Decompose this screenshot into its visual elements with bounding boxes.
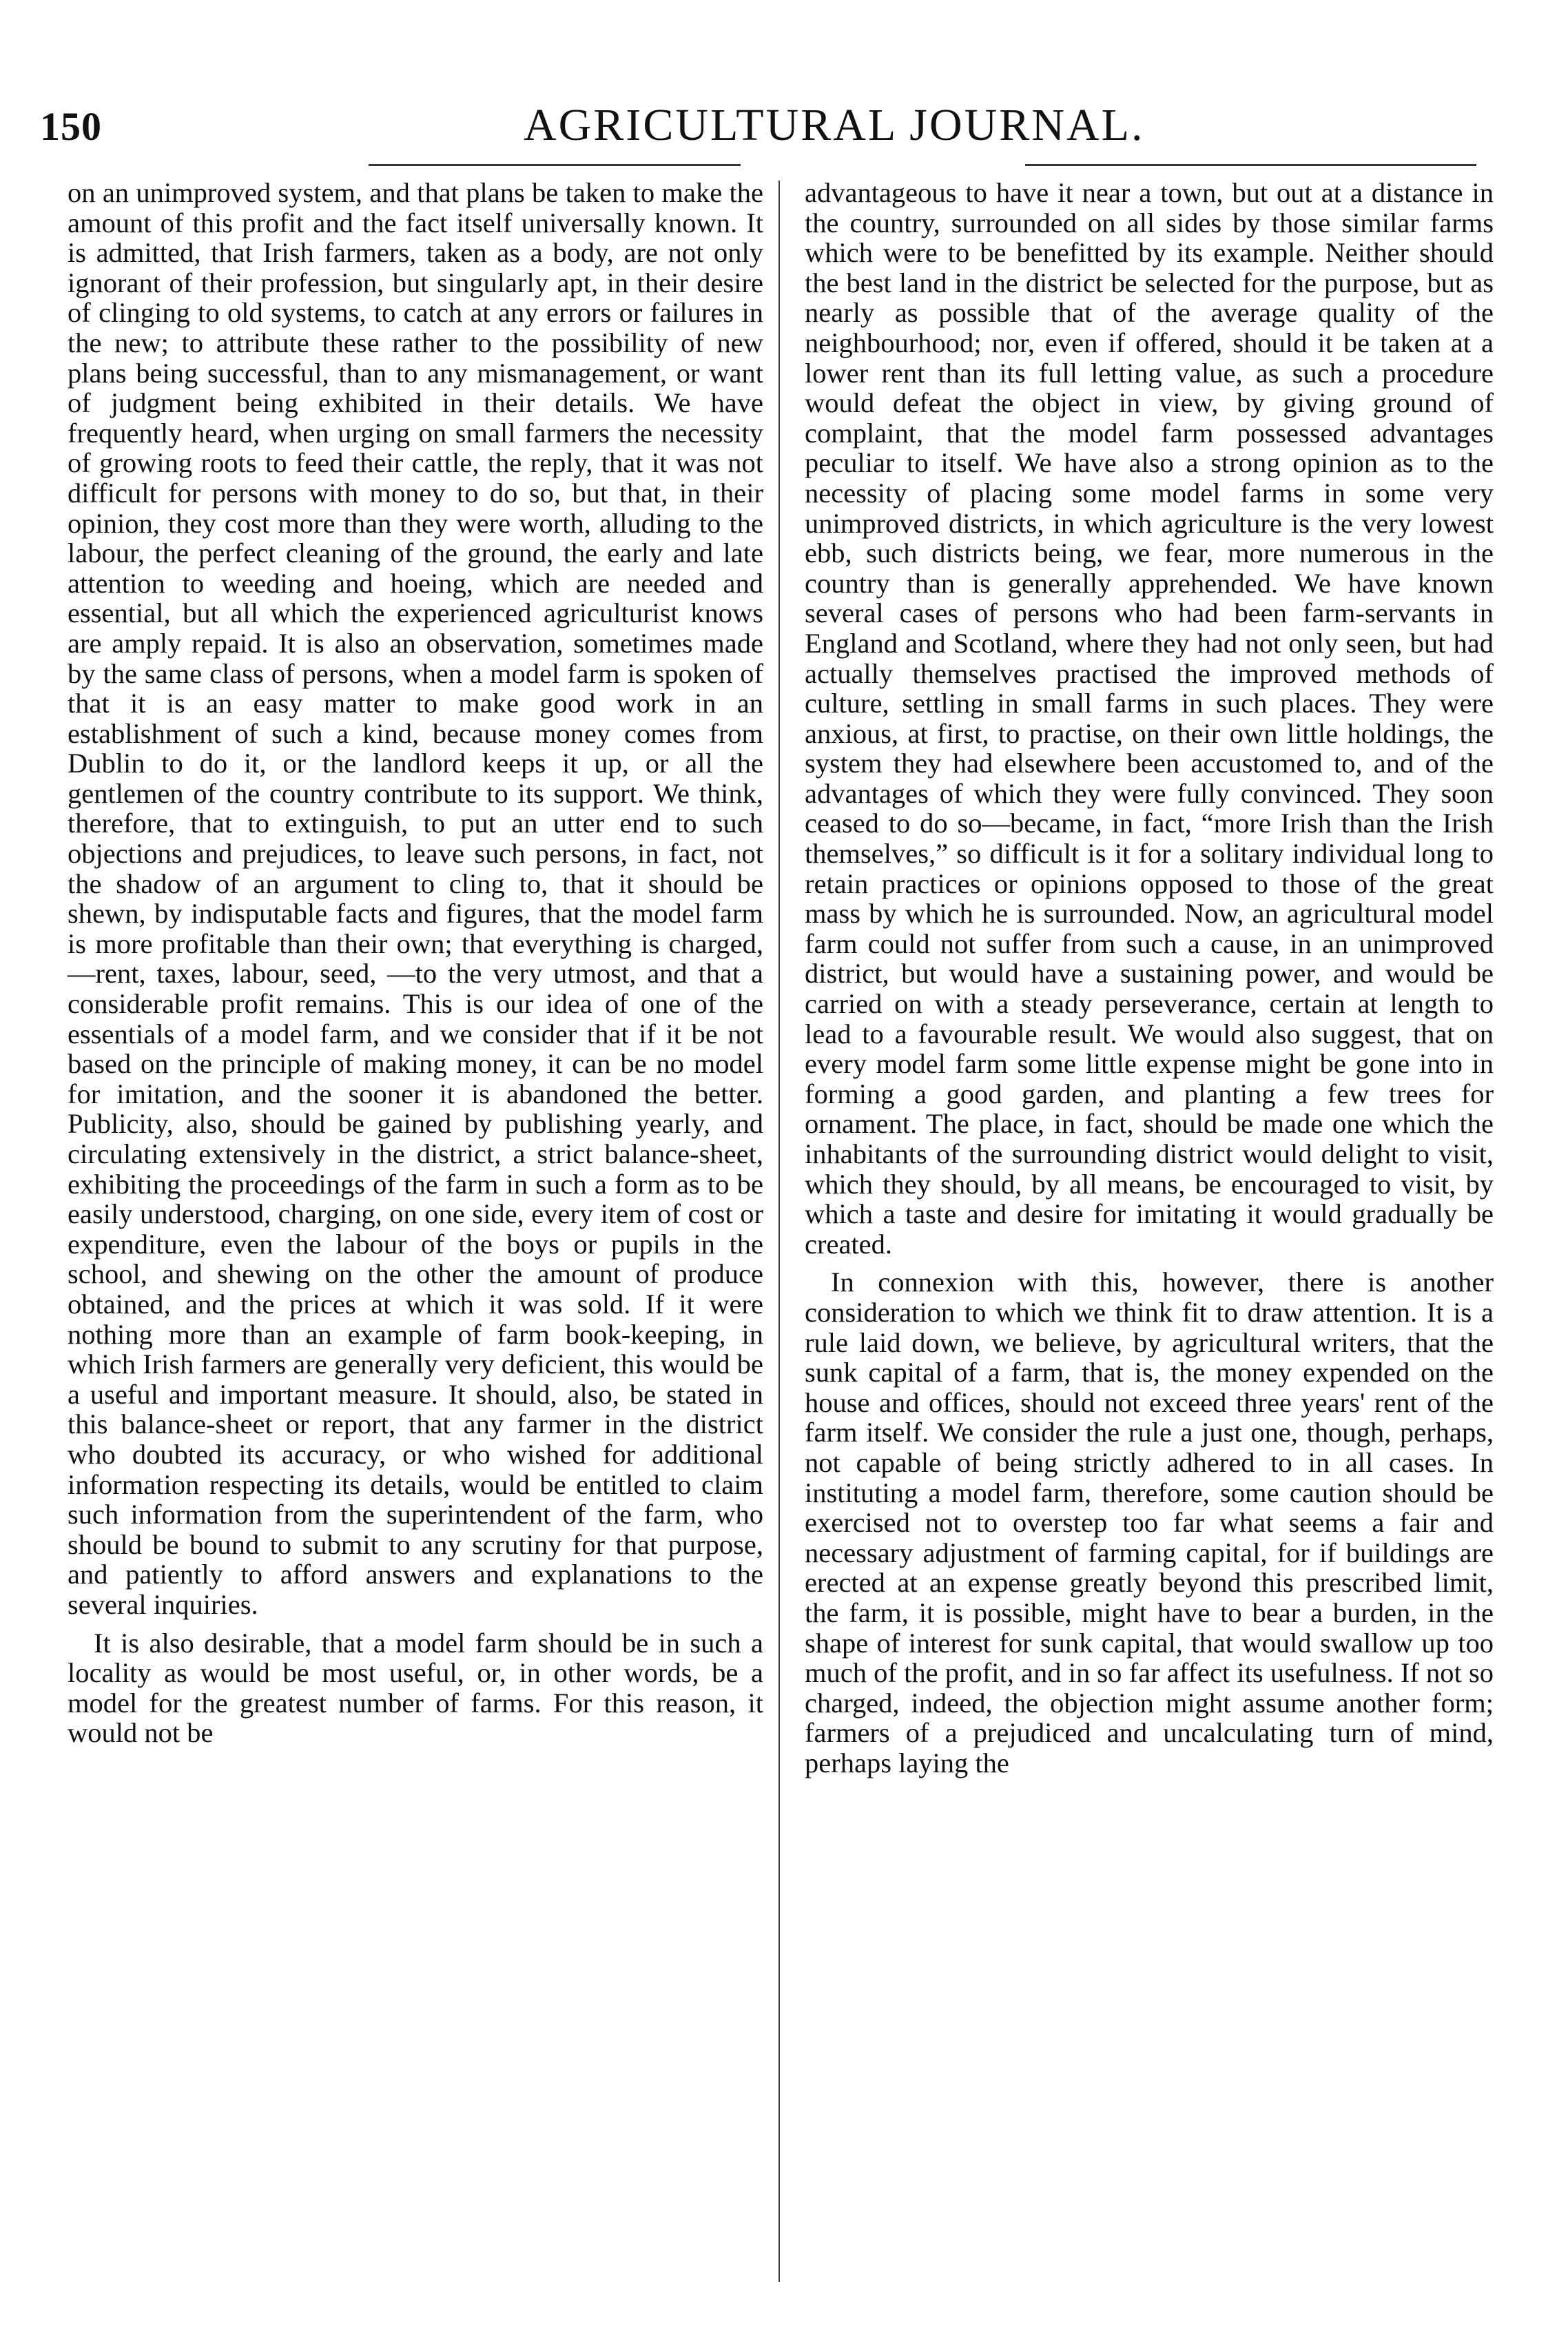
right-paragraph-1: advantageous to have it near a town, but out at a distance in the country, surrounded on all sides by those similar farms which were to be benefitted by its example. Neither should the best land in the district be selected for the purpose, but as nearly as possible that of the average quality of the neighbourhood; nor, even if offered, should it be taken at a lower rent than its full letting value, as such a procedure would defeat the object in view, by giving ground of complaint, that the model farm possessed advantages peculiar to itself. We have also a strong opinion as to the necessity of placing some model farms in some very unimproved districts, in which agriculture is the very lowest ebb, such districts being, we fear, more numerous in the country than is generally apprehended. We have known several cases of persons who had been farm-servants in England and Scotland, where they had not only seen, but had actually themselves practised the improved methods of culture, settling in small farms in such places. They were anxious, at first, to practise, on their own little holdings, the system they had elsewhere been accustomed to, and of the advantages of which they were fully convinced. They soon ceased to do so—became, in fact, “more Irish than the Irish themselves,” so difficult is it for a solitary individual long to retain practices or opinions opposed to those of the great mass by which he is surrounded. Now, an agricultural model farm could not suffer from such a cause, in an unimproved district, but would have a sustaining power, and would be carried on with a steady perseverance, certain at length to lead to a favourable result. We would also suggest, that on every model farm some little expense might be gone into in forming a good garden, and planting a few trees for ornament. The place, in fact, should be made one which the inhabitants of the surrounding district would delight to visit, which they should, by all means, be encouraged to visit, by which a taste and desire for imitating it would gradually be created. (805, 177, 1494, 1260)
running-head (0, 90, 1568, 152)
column-divider (778, 181, 780, 2282)
page-number: 150 (40, 104, 102, 149)
journal-title: AGRICULTURAL JOURNAL. (524, 100, 1145, 150)
right-column (805, 178, 1494, 1778)
right-paragraph-2: In connexion with this, however, there is another consideration to which we think fit to draw attention. It is a rule laid down, we believe, by agricultural writers, that the sunk capital of a farm, that is, the money expended on the house and offices, should not exceed three years' rent of the farm itself. We consider the rule a just one, though, perhaps, not capable of being strictly adhered to in all cases. In instituting a model farm, therefore, some caution should be exercised not to overstep too far what seems a fair and necessary adjustment of farming capital, for if buildings are erected at an expense greatly beyond this prescribed limit, the farm, it is possible, might have to bear a burden, in the shape of interest for sunk capital, that would swallow up too much of the profit, and in so far affect its usefulness. If not so charged, indeed, the objection might assume another form; farmers of a prejudiced and uncalculating turn of mind, perhaps laying the (805, 1266, 1494, 1778)
left-column (68, 178, 763, 1748)
header-rule-left (369, 164, 741, 166)
left-paragraph-2: It is also desirable, that a model farm should be in such a locality as would be most useful, or, in other words, be a model for the greatest number of farms. For this reason, it would not be (68, 1627, 763, 1749)
header-rule-right (1025, 164, 1476, 166)
left-paragraph-1: on an unimproved system, and that plans be taken to make the amount of this profit and the fact itself universally known. It is admitted, that Irish farmers, taken as a body, are not only ignorant of their profession, but singularly apt, in their desire of clinging to old systems, to catch at any errors or failures in the new; to attribute these rather to the possibility of new plans being successful, than to any mismanagement, or want of judgment being exhibited in their details. We have frequently heard, when urging on small farmers the necessity of growing roots to feed their cattle, the reply, that it was not difficult for persons with money to do so, but that, in their opinion, they cost more than they were worth, alluding to the labour, the perfect cleaning of the ground, the early and late attention to weeding and hoeing, which are needed and essential, but all which the experienced agriculturist knows are amply repaid. It is also an observation, sometimes made by the same class of persons, when a model farm is spoken of that it is an easy matter to make good work in an establishment of such a kind, because money comes from Dublin to do it, or the landlord keeps it up, or all the gentlemen of the country contribute to its support. We think, therefore, that to extinguish, to put an utter end to such objections and prejudices, to leave such persons, in fact, not the shadow of an argument to cling to, that it should be shewn, by indisputable facts and figures, that the model farm is more profitable than their own; that everything is charged,—rent, taxes, labour, seed, —to the very utmost, and that a considerable profit remains. This is our idea of one of the essentials of a model farm, and we consider that if it be not based on the principle of making money, it can be no model for imitation, and the sooner it is abandoned the better. Publicity, also, should be gained by publishing yearly, and circulating extensively in the district, a strict balance-sheet, exhibiting the proceedings of the farm in such a form as to be easily understood, charging, on one side, every item of cost or expenditure, even the labour of the boys or pupils in the school, and shewing on the other the amount of produce obtained, and the prices at which it was sold. If it were nothing more than an example of farm book-keeping, in which Irish farmers are generally very deficient, this would be a useful and important measure. It should, also, be stated in this balance-sheet or report, that any farmer in the district who doubted its accuracy, or who wished for additional information respecting its details, would be entitled to claim such information from the superintendent of the farm, who should be bound to submit to any scrutiny for that purpose, and patiently to afford answers and explanations to the several inquiries. (68, 177, 763, 1620)
